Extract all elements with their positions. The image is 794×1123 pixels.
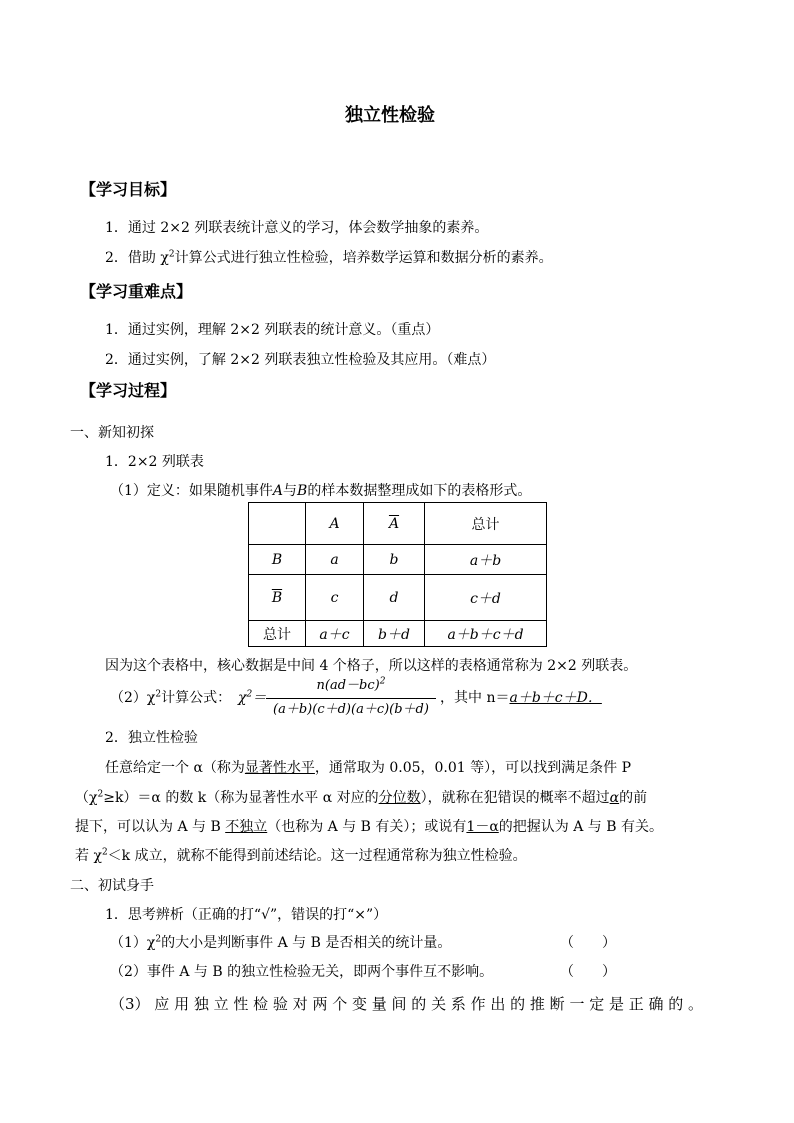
subheading-contingency-table: 1．2×2 列联表 [105,454,204,470]
table-row [249,545,547,575]
definition-text: （1）定义：如果随机事件A与B的样本数据整理成如下的表格形式。 [110,483,532,499]
key-point-2: 2．通过实例，了解 2×2 列联表独立性检验及其应用。（难点） [105,352,496,368]
fraction-bar [266,698,436,699]
question-1-item-2: （2）事件 A 与 B 的独立性检验无关，即两个事件互不影响。 [110,964,494,980]
table-cell: a＋b＋c＋d [425,621,547,647]
goal-item-1: 1．通过 2×2 列联表统计意义的学习，体会数学抽象的素养。 [105,220,489,236]
paragraph-line-4: 若 $\chi^2<k$ 成立，就称不能得到前述结论。这一过程通常称为独立性检验。 [75,847,527,864]
paragraph-line-3: 提下，可以认为 A 与 B 不独立（也称为 A 与 B 有关）；或说有1－α的把握认为 A 与 B 有关。 [75,819,663,835]
table-cell: 总计 [425,503,547,545]
formula-denominator: (a＋b)(c＋d)(a＋c)(b＋d) [273,702,429,717]
table-cell: c [306,575,364,621]
part1-heading: 一、新知初探 [70,425,154,441]
answer-blank-1[interactable]: （ ） [560,935,616,951]
paragraph-line-2: $(\chi^2\ge k)=\alpha$ 的数 k（称为显著性水平 α 对应的分位数），就称在犯错误的概率不超过α的前 [75,789,648,806]
formula-label: $(2)\chi^2$计算公式： [110,689,232,706]
table-cell: d [364,575,425,621]
table-cell: 总计 [249,621,306,647]
part2-heading: 二、初试身手 [70,878,154,894]
table-cell: c＋d [425,575,547,621]
formula-lhs: $\chi^2=$ [238,689,267,706]
formula-numerator: $n(ad-bc)^2$ [316,676,386,693]
table-cell: a [306,545,364,575]
table-cell: b [364,545,425,575]
table-row [249,575,547,621]
table-row [249,503,547,545]
table-cell: B [249,545,306,575]
table-cell: $\overline{A}$ [364,503,425,545]
paragraph-line-1: 任意给定一个 α（称为显著性水平，通常取为 0.05，0.01 等），可以找到满足条件 P [105,760,632,776]
goal-item-2: 2．借助 $\chi^2$计算公式进行独立性检验，培养数学运算和数据分析的素养。 [105,249,553,266]
section-heading-process: 【学习过程】 [80,381,177,400]
table-row [249,621,547,647]
table-cell: a＋c [306,621,364,647]
after-table-text: 因为这个表格中，核心数据是中间 4 个格子，所以这样的表格通常称为 2×2 列联表。 [105,658,638,674]
table-cell [249,503,306,545]
subheading-independence-test: 2．独立性检验 [105,730,198,746]
answer-blank-2[interactable]: （ ） [560,964,616,980]
formula-where: ，其中 n＝a＋b＋c＋D． [440,690,602,706]
contingency-table [248,502,547,647]
table-cell: A [306,503,364,545]
question-1: 1．思考辨析（正确的打“√”，错误的打“×”） [105,907,388,923]
page-title: 独立性检验 [345,105,435,126]
question-1-item-3: （3） 应 用 独 立 性 检 验 对 两 个 变 量 间 的 关 系 作 出 的 推 断 一 定 是 正 确 的 。 [110,995,704,1013]
question-1-item-1: $(1)\chi^2$的大小是判断事件 A 与 B 是否相关的统计量。 [110,934,452,951]
section-heading-goals: 【学习目标】 [80,180,177,199]
key-point-1: 1．通过实例，理解 2×2 列联表的统计意义。（重点） [105,322,440,338]
table-cell: b＋d [364,621,425,647]
section-heading-key-points: 【学习重难点】 [80,282,193,301]
table-cell: a＋b [425,545,547,575]
table-cell: $\overline{B}$ [249,575,306,621]
